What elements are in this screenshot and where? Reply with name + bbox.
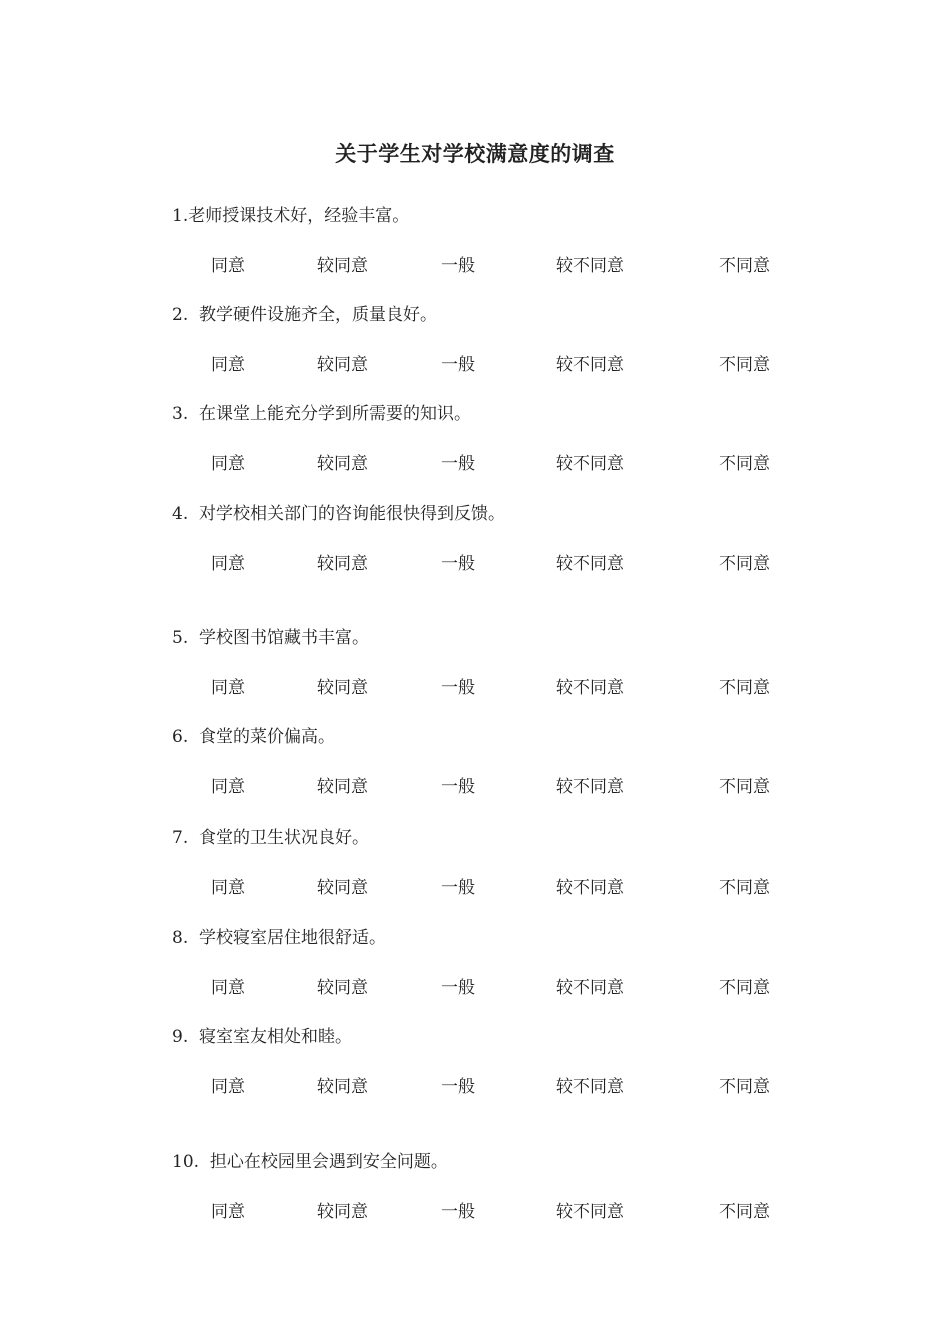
answer-option[interactable]: 较不同意	[556, 878, 624, 898]
answer-option[interactable]: 不同意	[719, 1077, 770, 1097]
answer-option[interactable]: 不同意	[719, 678, 770, 698]
question-text: 5. 学校图书馆藏书丰富。	[172, 628, 370, 648]
answer-option[interactable]: 较不同意	[556, 1077, 624, 1097]
answer-option[interactable]: 一般	[441, 256, 475, 276]
answer-option[interactable]: 较不同意	[556, 777, 624, 797]
question-text: 3. 在课堂上能充分学到所需要的知识。	[172, 404, 472, 424]
answer-option[interactable]: 不同意	[719, 355, 770, 375]
question-text: 10. 担心在校园里会遇到安全问题。	[172, 1152, 448, 1172]
answer-option[interactable]: 较同意	[317, 454, 368, 474]
answer-option[interactable]: 较同意	[317, 1202, 368, 1222]
question-text: 2. 教学硬件设施齐全，质量良好。	[172, 305, 438, 325]
answer-option[interactable]: 同意	[211, 355, 245, 375]
answer-option[interactable]: 较同意	[317, 777, 368, 797]
question-text: 9. 寝室室友相处和睦。	[172, 1027, 353, 1047]
answer-option[interactable]: 同意	[211, 554, 245, 574]
answer-option[interactable]: 一般	[441, 678, 475, 698]
page-title: 关于学生对学校满意度的调查	[335, 141, 615, 166]
answer-option[interactable]: 一般	[441, 777, 475, 797]
question-text: 4. 对学校相关部门的咨询能很快得到反馈。	[172, 504, 506, 524]
answer-option[interactable]: 较同意	[317, 678, 368, 698]
answer-option[interactable]: 不同意	[719, 978, 770, 998]
option-row	[0, 973, 950, 999]
option-row	[0, 350, 950, 376]
answer-option[interactable]: 不同意	[719, 554, 770, 574]
answer-option[interactable]: 同意	[211, 1202, 245, 1222]
answer-option[interactable]: 较不同意	[556, 978, 624, 998]
question-text: 7. 食堂的卫生状况良好。	[172, 828, 370, 848]
answer-option[interactable]: 一般	[441, 454, 475, 474]
answer-option[interactable]: 同意	[211, 256, 245, 276]
answer-option[interactable]: 不同意	[719, 878, 770, 898]
answer-option[interactable]: 一般	[441, 355, 475, 375]
answer-option[interactable]: 较不同意	[556, 256, 624, 276]
answer-option[interactable]: 不同意	[719, 1202, 770, 1222]
answer-option[interactable]: 较不同意	[556, 554, 624, 574]
answer-option[interactable]: 一般	[441, 878, 475, 898]
option-row	[0, 1197, 950, 1223]
answer-option[interactable]: 一般	[441, 1077, 475, 1097]
question-text: 8. 学校寝室居住地很舒适。	[172, 928, 387, 948]
question-text: 1.老师授课技术好，经验丰富。	[172, 206, 410, 226]
answer-option[interactable]: 较不同意	[556, 355, 624, 375]
option-row	[0, 251, 950, 277]
option-row	[0, 873, 950, 899]
option-row	[0, 673, 950, 699]
answer-option[interactable]: 一般	[441, 978, 475, 998]
option-row	[0, 449, 950, 475]
answer-option[interactable]: 同意	[211, 678, 245, 698]
answer-option[interactable]: 不同意	[719, 454, 770, 474]
answer-option[interactable]: 较同意	[317, 554, 368, 574]
answer-option[interactable]: 一般	[441, 554, 475, 574]
answer-option[interactable]: 不同意	[719, 777, 770, 797]
answer-option[interactable]: 同意	[211, 878, 245, 898]
answer-option[interactable]: 较不同意	[556, 1202, 624, 1222]
option-row	[0, 1072, 950, 1098]
option-row	[0, 772, 950, 798]
answer-option[interactable]: 较同意	[317, 978, 368, 998]
answer-option[interactable]: 同意	[211, 978, 245, 998]
answer-option[interactable]: 较不同意	[556, 454, 624, 474]
answer-option[interactable]: 同意	[211, 777, 245, 797]
answer-option[interactable]: 同意	[211, 1077, 245, 1097]
answer-option[interactable]: 较同意	[317, 878, 368, 898]
answer-option[interactable]: 较同意	[317, 355, 368, 375]
answer-option[interactable]: 较不同意	[556, 678, 624, 698]
answer-option[interactable]: 较同意	[317, 256, 368, 276]
question-text: 6. 食堂的菜价偏高。	[172, 727, 336, 747]
answer-option[interactable]: 一般	[441, 1202, 475, 1222]
answer-option[interactable]: 不同意	[719, 256, 770, 276]
answer-option[interactable]: 较同意	[317, 1077, 368, 1097]
answer-option[interactable]: 同意	[211, 454, 245, 474]
option-row	[0, 549, 950, 575]
